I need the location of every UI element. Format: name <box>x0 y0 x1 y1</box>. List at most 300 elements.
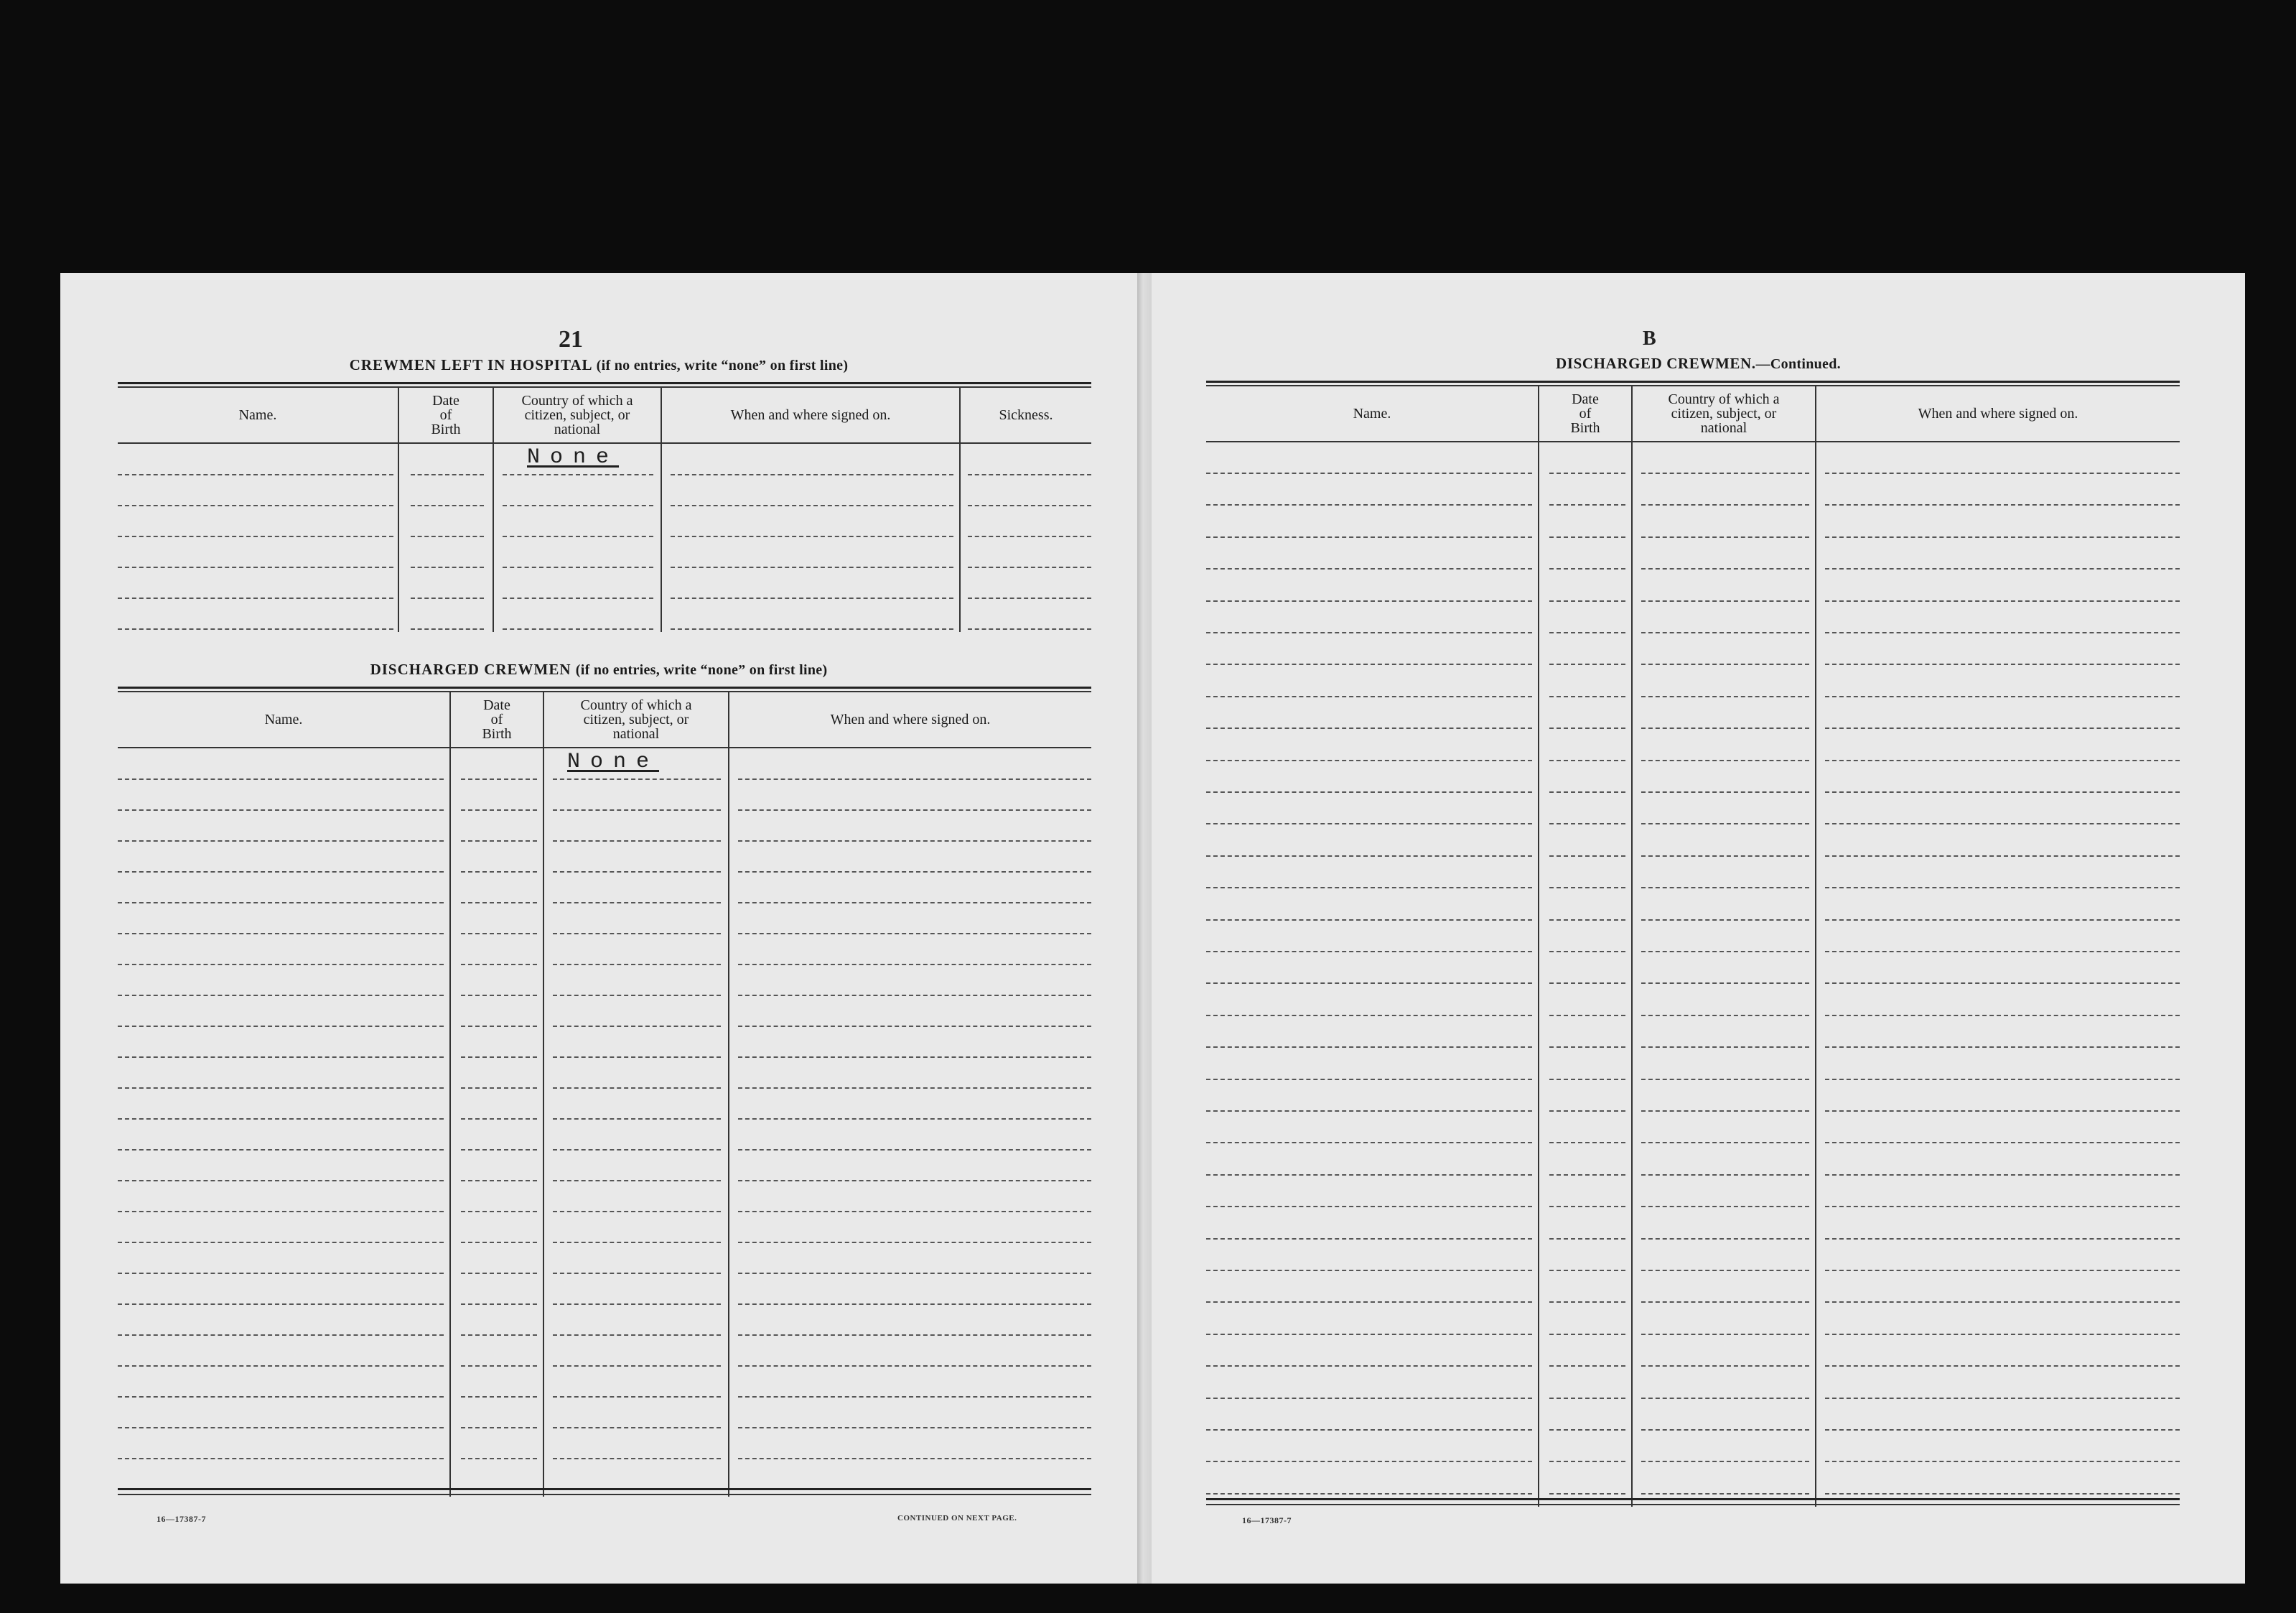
ruled-line <box>738 1056 1091 1058</box>
ruled-line <box>461 1303 537 1305</box>
ruled-line <box>1549 664 1625 665</box>
col-signed-header: When and where signed on. <box>1918 406 2078 422</box>
ruled-line <box>118 1087 444 1089</box>
ruled-line <box>118 809 444 811</box>
ruled-line <box>461 1180 537 1181</box>
ruled-line <box>553 1087 721 1089</box>
ruled-line <box>411 536 484 537</box>
col-dob-header: Date of Birth <box>431 393 461 437</box>
ruled-line <box>1641 1461 1809 1462</box>
ruled-line <box>1641 504 1809 506</box>
ruled-line <box>1641 1334 1809 1335</box>
ruled-line <box>1549 1334 1625 1335</box>
ruled-line <box>1825 568 2180 570</box>
col-signed-header: When and where signed on. <box>830 712 991 728</box>
ruled-line <box>461 809 537 811</box>
ruled-line <box>553 1273 721 1274</box>
ruled-line <box>1825 1206 2180 1207</box>
ruled-line <box>461 964 537 965</box>
form-number: 16—17387-7 <box>1242 1515 1292 1525</box>
column-divider <box>661 388 662 632</box>
ruled-line <box>503 628 653 630</box>
ruled-line <box>968 598 1091 599</box>
ruled-line <box>461 1242 537 1243</box>
column-divider <box>543 692 544 1497</box>
header-bottom-rule <box>118 747 1091 748</box>
ruled-line <box>1641 855 1809 857</box>
ruled-line <box>1825 728 2180 729</box>
ruled-line <box>553 1458 721 1459</box>
ruled-line <box>553 871 721 873</box>
ruled-line <box>1641 632 1809 633</box>
ruled-line <box>1206 1110 1532 1112</box>
ruled-line <box>1549 696 1625 697</box>
col-sickness-header: Sickness. <box>999 407 1053 423</box>
ruled-line <box>1549 568 1625 570</box>
ruled-line <box>1549 887 1625 888</box>
ruled-line <box>1825 855 2180 857</box>
ruled-line <box>1549 951 1625 952</box>
left-page <box>60 273 1137 1584</box>
col-signed-header: When and where signed on. <box>730 407 891 423</box>
ruled-line <box>1206 504 1532 506</box>
ruled-line <box>1206 1174 1532 1176</box>
column-divider <box>1815 386 1816 1507</box>
ruled-line <box>118 598 393 599</box>
discharged-continued-suffix: —Continued. <box>1755 356 1841 372</box>
ruled-line <box>461 902 537 903</box>
ruled-line <box>1206 982 1532 984</box>
ruled-line <box>1206 1142 1532 1143</box>
ruled-line <box>553 778 721 780</box>
ruled-line <box>1641 536 1809 538</box>
ruled-line <box>1825 1493 2180 1495</box>
ruled-line <box>118 1334 444 1336</box>
column-divider <box>449 692 451 1497</box>
ruled-line <box>1825 1270 2180 1271</box>
ruled-line <box>461 1365 537 1367</box>
ruled-line <box>968 567 1091 568</box>
ruled-line <box>1549 1110 1625 1112</box>
ruled-line <box>1549 1301 1625 1303</box>
ruled-line <box>738 902 1091 903</box>
ruled-line <box>1641 1046 1809 1048</box>
ruled-line <box>1549 632 1625 633</box>
ruled-line <box>461 1118 537 1120</box>
ruled-line <box>1549 823 1625 824</box>
ruled-line <box>553 933 721 934</box>
ruled-line <box>1825 664 2180 665</box>
ruled-line <box>1206 1334 1532 1335</box>
ruled-line <box>1549 982 1625 984</box>
table-bottom-rule-inner <box>1206 1504 2180 1505</box>
ruled-line <box>738 1149 1091 1151</box>
ruled-line <box>1206 568 1532 570</box>
ruled-line <box>1641 568 1809 570</box>
ruled-line <box>1206 696 1532 697</box>
ruled-line <box>1641 887 1809 888</box>
ruled-line <box>738 1087 1091 1089</box>
ruled-line <box>118 1211 444 1212</box>
col-country-header: Country of which a citizen, subject, or national <box>580 697 692 742</box>
ruled-line <box>1641 1429 1809 1431</box>
ruled-line <box>411 474 484 475</box>
ruled-line <box>118 1149 444 1151</box>
ruled-line <box>1825 982 2180 984</box>
ruled-line <box>1825 1015 2180 1016</box>
discharged-title-note: (if no entries, write “none” on first line) <box>575 662 828 678</box>
ruled-line <box>1825 600 2180 602</box>
ruled-line <box>1825 1429 2180 1431</box>
ruled-line <box>738 1334 1091 1336</box>
ruled-line <box>1206 1270 1532 1271</box>
ruled-line <box>1641 982 1809 984</box>
ruled-line <box>1206 1015 1532 1016</box>
hospital-title-text: CREWMEN LEFT IN HOSPITAL <box>349 356 592 373</box>
ruled-line <box>1206 600 1532 602</box>
ruled-line <box>553 1242 721 1243</box>
ruled-line <box>1206 1238 1532 1240</box>
ruled-line <box>461 933 537 934</box>
ruled-line <box>1549 1015 1625 1016</box>
ruled-line <box>671 567 953 568</box>
ruled-line <box>1825 919 2180 921</box>
ruled-line <box>671 474 953 475</box>
ruled-line <box>553 964 721 965</box>
ruled-line <box>118 995 444 996</box>
table-bottom-rule-inner <box>118 1494 1091 1495</box>
ruled-line <box>1825 1110 2180 1112</box>
table-top-rule <box>118 382 1091 384</box>
ruled-line <box>461 871 537 873</box>
ruled-line <box>1206 1046 1532 1048</box>
ruled-line <box>738 933 1091 934</box>
ruled-line <box>118 1365 444 1367</box>
ruled-line <box>1549 1238 1625 1240</box>
ruled-line <box>1825 504 2180 506</box>
ruled-line <box>1825 632 2180 633</box>
ruled-line <box>118 933 444 934</box>
ruled-line <box>411 567 484 568</box>
ruled-line <box>1206 1301 1532 1303</box>
discharged-table <box>118 687 1091 1505</box>
ruled-line <box>553 1334 721 1336</box>
col-dob-header: Date of Birth <box>1570 391 1600 436</box>
ruled-line <box>1641 951 1809 952</box>
ruled-line <box>1641 600 1809 602</box>
ruled-line <box>1641 1079 1809 1080</box>
ruled-line <box>1641 1206 1809 1207</box>
col-name-header: Name. <box>1353 406 1391 422</box>
book-gutter <box>1137 273 1152 1584</box>
ruled-line <box>411 598 484 599</box>
ruled-line <box>118 902 444 903</box>
ruled-line <box>1825 473 2180 474</box>
discharged-continued-table <box>1206 381 2180 1508</box>
ruled-line <box>738 1396 1091 1398</box>
ruled-line <box>1825 536 2180 538</box>
ruled-line <box>1825 1398 2180 1399</box>
ruled-line <box>1641 473 1809 474</box>
ruled-line <box>968 505 1091 506</box>
hospital-title-note: (if no entries, write “none” on first line) <box>596 358 849 373</box>
ruled-line <box>553 902 721 903</box>
ruled-line <box>1549 1142 1625 1143</box>
ruled-line <box>738 1211 1091 1212</box>
ruled-line <box>968 474 1091 475</box>
ruled-line <box>118 840 444 842</box>
header-bottom-rule <box>118 442 1091 444</box>
ruled-line <box>1825 823 2180 824</box>
ruled-line <box>1206 1206 1532 1207</box>
form-number: 16—17387-7 <box>157 1514 206 1524</box>
ruled-line <box>118 628 393 630</box>
ruled-line <box>1825 791 2180 793</box>
ruled-line <box>738 995 1091 996</box>
col-country-header: Country of which a citizen, subject, or national <box>1668 391 1780 436</box>
ruled-line <box>738 1026 1091 1027</box>
discharged-section-title <box>60 661 1137 679</box>
ruled-line <box>738 964 1091 965</box>
ruled-line <box>1641 1238 1809 1240</box>
ruled-line <box>1549 728 1625 729</box>
ruled-line <box>738 1365 1091 1367</box>
ruled-line <box>553 1211 721 1212</box>
ruled-line <box>1206 1398 1532 1399</box>
ruled-line <box>1641 1365 1809 1367</box>
discharged-continued-title-text: DISCHARGED CREWMEN. <box>1556 355 1756 372</box>
column-divider <box>728 692 729 1497</box>
table-top-rule <box>118 687 1091 689</box>
ruled-line <box>461 1149 537 1151</box>
ruled-line <box>1549 1046 1625 1048</box>
ruled-line <box>1825 1174 2180 1176</box>
ruled-line <box>118 505 393 506</box>
ruled-line <box>1825 887 2180 888</box>
ruled-line <box>1825 760 2180 761</box>
ruled-line <box>461 1056 537 1058</box>
ruled-line <box>118 871 444 873</box>
ruled-line <box>1206 536 1532 538</box>
ruled-line <box>461 995 537 996</box>
ruled-line <box>461 1458 537 1459</box>
column-divider <box>959 388 961 632</box>
ruled-line <box>118 1118 444 1120</box>
ruled-line <box>1825 951 2180 952</box>
column-divider <box>1538 386 1539 1507</box>
ruled-line <box>1549 1365 1625 1367</box>
ruled-line <box>1206 919 1532 921</box>
ruled-line <box>411 505 484 506</box>
ruled-line <box>738 1273 1091 1274</box>
ruled-line <box>1206 1365 1532 1367</box>
ruled-line <box>1825 1365 2180 1367</box>
ruled-line <box>1206 887 1532 888</box>
ruled-line <box>553 1180 721 1181</box>
column-divider <box>493 388 494 632</box>
ruled-line <box>503 536 653 537</box>
ruled-line <box>1549 1493 1625 1495</box>
ruled-line <box>1549 1429 1625 1431</box>
ruled-line <box>461 1334 537 1336</box>
ruled-line <box>118 1056 444 1058</box>
ruled-line <box>503 598 653 599</box>
ruled-line <box>461 1396 537 1398</box>
ruled-line <box>1206 1079 1532 1080</box>
ruled-line <box>411 628 484 630</box>
ruled-line <box>1641 791 1809 793</box>
ruled-line <box>461 778 537 780</box>
ruled-line <box>738 1458 1091 1459</box>
ruled-line <box>461 1087 537 1089</box>
ruled-line <box>1206 855 1532 857</box>
ruled-line <box>553 1149 721 1151</box>
ruled-line <box>461 840 537 842</box>
ruled-line <box>461 1026 537 1027</box>
ruled-line <box>1641 1142 1809 1143</box>
ruled-line <box>1825 1142 2180 1143</box>
ruled-line <box>1206 1429 1532 1431</box>
ruled-line <box>671 505 953 506</box>
ruled-line <box>671 536 953 537</box>
ruled-line <box>1549 504 1625 506</box>
handwritten-entry-none: None <box>567 750 660 774</box>
continued-note: CONTINUED ON NEXT PAGE. <box>897 1514 1017 1523</box>
ruled-line <box>1549 760 1625 761</box>
column-divider <box>1631 386 1633 1507</box>
ruled-line <box>503 505 653 506</box>
ruled-line <box>118 474 393 475</box>
ruled-line <box>553 1365 721 1367</box>
ruled-line <box>1206 1493 1532 1495</box>
ruled-line <box>1641 1270 1809 1271</box>
ruled-line <box>671 598 953 599</box>
ruled-line <box>738 1118 1091 1120</box>
ruled-line <box>738 1303 1091 1305</box>
ruled-line <box>738 1427 1091 1428</box>
hospital-section-title <box>60 356 1137 374</box>
ruled-line <box>738 840 1091 842</box>
ruled-line <box>671 628 953 630</box>
ruled-line <box>1641 1301 1809 1303</box>
header-bottom-rule <box>1206 441 2180 442</box>
ruled-line <box>1825 696 2180 697</box>
ruled-line <box>553 1026 721 1027</box>
handwritten-entry-none: None <box>527 445 620 470</box>
ruled-line <box>118 1396 444 1398</box>
ruled-line <box>118 964 444 965</box>
ruled-line <box>553 1427 721 1428</box>
ruled-line <box>1641 1015 1809 1016</box>
ruled-line <box>1641 823 1809 824</box>
ruled-line <box>1206 760 1532 761</box>
ruled-line <box>553 995 721 996</box>
ruled-line <box>1825 1334 2180 1335</box>
ruled-line <box>1641 760 1809 761</box>
page-number: 21 <box>559 326 583 353</box>
ruled-line <box>1641 1110 1809 1112</box>
ruled-line <box>968 536 1091 537</box>
ruled-line <box>503 474 653 475</box>
ruled-line <box>1825 1079 2180 1080</box>
table-bottom-rule <box>1206 1498 2180 1500</box>
col-name-header: Name. <box>238 407 277 423</box>
ruled-line <box>1206 473 1532 474</box>
ruled-line <box>1549 1174 1625 1176</box>
ruled-line <box>738 809 1091 811</box>
ruled-line <box>1641 1493 1809 1495</box>
col-country-header: Country of which a citizen, subject, or national <box>521 393 633 437</box>
ruled-line <box>1549 1079 1625 1080</box>
ruled-line <box>503 567 653 568</box>
ruled-line <box>1549 1206 1625 1207</box>
ruled-line <box>1825 1046 2180 1048</box>
ruled-line <box>118 1458 444 1459</box>
ruled-line <box>1549 1398 1625 1399</box>
ruled-line <box>738 1242 1091 1243</box>
ruled-line <box>118 1427 444 1428</box>
ruled-line <box>461 1273 537 1274</box>
ruled-line <box>118 536 393 537</box>
ruled-line <box>1641 664 1809 665</box>
ruled-line <box>1641 696 1809 697</box>
ruled-line <box>1549 1270 1625 1271</box>
ruled-line <box>1641 1398 1809 1399</box>
ruled-line <box>1206 791 1532 793</box>
ruled-line <box>738 778 1091 780</box>
ruled-line <box>1825 1301 2180 1303</box>
ruled-line <box>1549 855 1625 857</box>
ruled-line <box>553 840 721 842</box>
ruled-line <box>1206 728 1532 729</box>
ruled-line <box>553 1303 721 1305</box>
ruled-line <box>118 1303 444 1305</box>
ruled-line <box>553 809 721 811</box>
ruled-line <box>1641 919 1809 921</box>
ruled-line <box>1206 951 1532 952</box>
right-page <box>1152 273 2245 1584</box>
table-top-rule <box>1206 381 2180 383</box>
ruled-line <box>968 628 1091 630</box>
ruled-line <box>118 1180 444 1181</box>
ruled-line <box>553 1056 721 1058</box>
ruled-line <box>118 778 444 780</box>
discharged-continued-title <box>1152 355 2245 373</box>
table-bottom-rule <box>118 1488 1091 1490</box>
ruled-line <box>1549 919 1625 921</box>
ruled-line <box>1549 536 1625 538</box>
ruled-line <box>1549 473 1625 474</box>
ruled-line <box>1206 823 1532 824</box>
ruled-line <box>738 871 1091 873</box>
ruled-line <box>1641 1174 1809 1176</box>
ruled-line <box>1549 600 1625 602</box>
ruled-line <box>1206 1461 1532 1462</box>
ruled-line <box>118 1242 444 1243</box>
ruled-line <box>1549 791 1625 793</box>
ruled-line <box>461 1427 537 1428</box>
col-dob-header: Date of Birth <box>482 697 512 742</box>
ruled-line <box>118 567 393 568</box>
ruled-line <box>553 1118 721 1120</box>
page-number: B <box>1643 327 1656 350</box>
ruled-line <box>1825 1238 2180 1240</box>
discharged-title-text: DISCHARGED CREWMEN <box>370 661 571 678</box>
ruled-line <box>1641 728 1809 729</box>
ruled-line <box>461 1211 537 1212</box>
ruled-line <box>118 1026 444 1027</box>
ruled-line <box>118 1273 444 1274</box>
